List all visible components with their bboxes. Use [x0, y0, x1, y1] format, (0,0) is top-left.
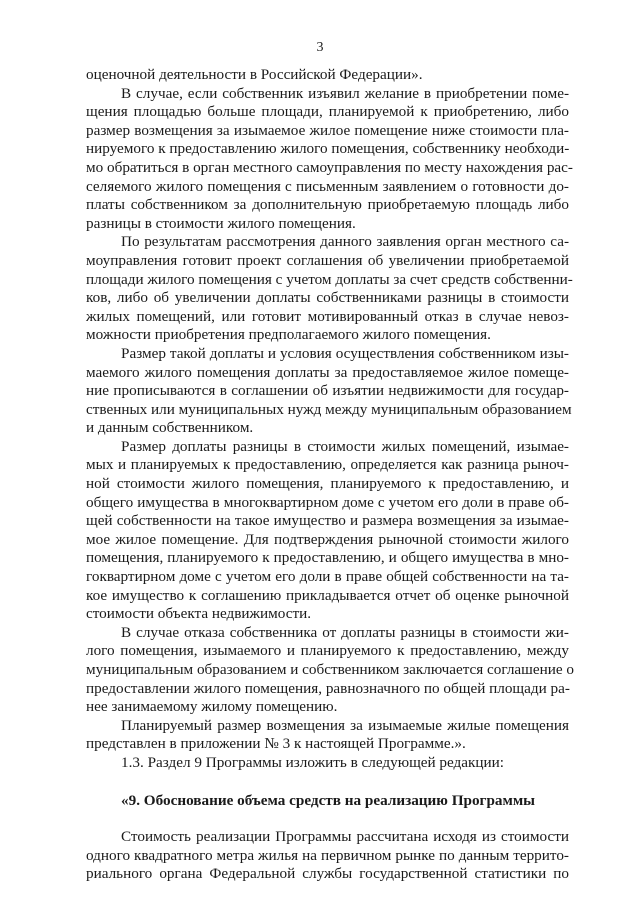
text-line: представлен в приложении № 3 к настоящей Программе.». — [86, 735, 466, 753]
paragraphs-after-heading — [86, 828, 569, 884]
body-text — [86, 66, 574, 884]
text-line: Размер такой доплаты и условия осуществления собственником изы- — [121, 344, 569, 362]
text-line: моуправления готовит проект соглашения об увеличении приобретаемой — [86, 251, 569, 269]
text-line: платы собственником за дополнительную приобретаемую площадь либо — [86, 196, 569, 214]
text-line: оценочной деятельности в Российской Федерации». — [86, 66, 423, 83]
text-line: риального органа Федеральной службы государственной статистики по — [86, 865, 569, 883]
text-line: лого помещения, изымаемого и планируемого к предоставлению, между — [86, 642, 569, 660]
text-line: маемого жилого помещения доплаты за предоставляемое жилое помеще- — [86, 363, 569, 381]
text-line: ков, либо об увеличении доплаты собственниками разницы в стоимости — [86, 289, 569, 307]
text-line: стоимости объекта недвижимости. — [86, 605, 312, 623]
text-line: 1.3. Раздел 9 Программы изложить в следующей редакции: — [121, 753, 505, 771]
text-line: можности приобретения предполагаемого жилого помещения. — [86, 326, 491, 344]
text-line: щения площадью больше площади, планируемой к приобретению, либо — [86, 103, 569, 121]
paragraphs-before-heading — [86, 66, 574, 773]
text-line: жилых помещений, или готовит мотивированный отказ в случае невоз- — [86, 307, 569, 325]
text-line: Размер доплаты разницы в стоимости жилых помещений, изымае- — [121, 437, 569, 455]
text-line: щей собственности на такое имущество и размера возмещения за изымае- — [86, 512, 569, 530]
text-line: помещения, планируемого к предоставлению, и общего имущества в мно- — [86, 549, 569, 567]
text-line: общего имущества в многоквартирном доме с учетом его доли в праве об- — [86, 493, 569, 511]
text-line: мых и планируемых к предоставлению, определяется как разница рыноч- — [86, 456, 569, 474]
text-line: ние прописываются в соглашении об изъятии недвижимости для государ- — [86, 382, 569, 400]
text-line: В случае отказа собственника от доплаты разницы в стоимости жи- — [121, 623, 569, 641]
text-line: и данным собственником. — [86, 419, 254, 437]
text-line: нируемого к предоставлению жилого помещения, собственнику необходи- — [86, 140, 570, 158]
text-line: площади жилого помещения с учетом доплаты за счет средств собственни- — [86, 270, 573, 288]
text-line: предоставлении жилого помещения, равнозначного по общей площади ра- — [86, 679, 570, 697]
text-line: муниципальным образованием и собственником заключается соглашение о — [86, 661, 574, 678]
text-line: селяемого жилого помещения с письменным заявлением о готовности до- — [86, 177, 569, 195]
text-line: В случае, если собственник изъявил желание в приобретении поме- — [121, 84, 569, 102]
text-line: одного квадратного метра жилья на первичном рынке по данным террито- — [86, 846, 569, 864]
text-line: ственных или муниципальных нужд между муниципальным образованием — [86, 400, 572, 418]
text-line: По результатам рассмотрения данного заявления орган местного са- — [121, 233, 569, 251]
text-line: нее занимаемому жилому помещению. — [86, 698, 338, 716]
text-line: ной стоимости жилого помещения, планируемого к предоставлению, и — [86, 475, 569, 493]
page-number: 3 — [316, 40, 324, 55]
text-line: гоквартирном доме с учетом его доли в праве общей собственности на та- — [86, 568, 569, 586]
text-line: Планируемый размер возмещения за изымаемые жилые помещения — [121, 716, 569, 734]
text-line: размер возмещения за изымаемое жилое помещение ниже стоимости пла- — [86, 121, 569, 139]
text-line: мо обратиться в орган местного самоуправления по месту нахождения рас- — [86, 158, 573, 176]
text-line: кое имущество к соглашению прикладывается отчет об оценке рыночной — [86, 586, 569, 604]
text-line: разницы в стоимости жилого помещения. — [86, 214, 356, 232]
text-line: Стоимость реализации Программы рассчитана исходя из стоимости — [121, 828, 569, 846]
section-heading: «9. Обоснование объема средств на реализацию Программы — [121, 791, 536, 809]
text-line: мое жилое помещение. Для подтверждения рыночной стоимости жилого — [86, 530, 569, 548]
